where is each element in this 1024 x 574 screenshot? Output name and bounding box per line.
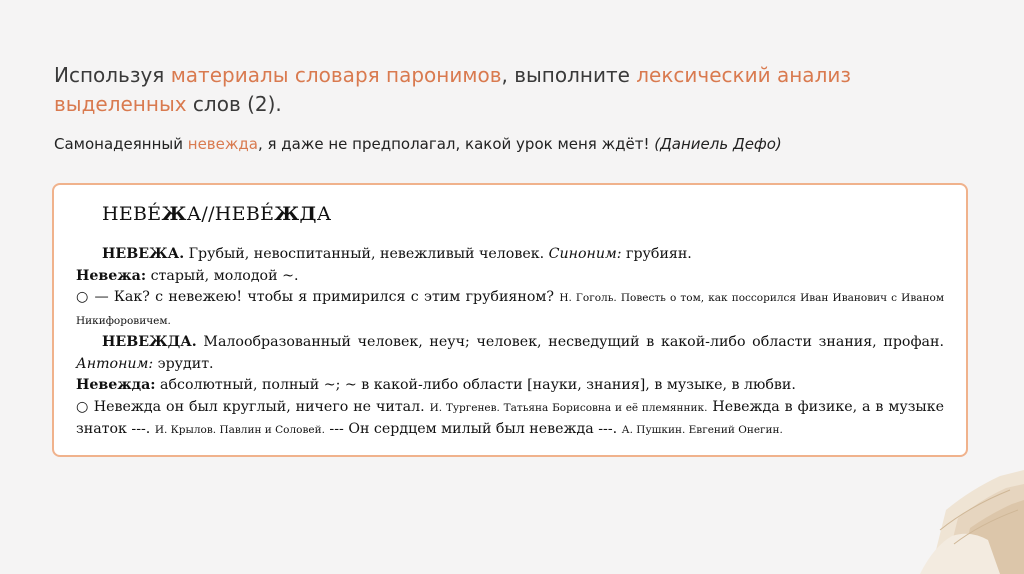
- entry-term: Невежда:: [76, 377, 156, 393]
- open-book-decoration: [900, 470, 1024, 574]
- task-text-3: слов (2).: [186, 92, 282, 116]
- entry-text: Грубый, невоспитанный, невежливый человек.: [184, 246, 549, 262]
- entry-quote: ○ Невежда он был круглый, ничего не читал.: [76, 398, 430, 415]
- entry-source: И. Тургенев. Татьяна Борисовна и её племянник.: [429, 401, 708, 414]
- task-text-2: , выполните: [501, 63, 637, 87]
- headword-bold-part: ЖД: [274, 203, 317, 225]
- entry-nevejda-definition: [76, 332, 944, 375]
- task-text-1: Используя: [54, 63, 171, 87]
- entry-term: НЕВЕЖА.: [102, 246, 185, 262]
- sentence-text-2: , я даже не предполагал, какой урок меня ждёт!: [257, 135, 655, 153]
- dictionary-headword: [102, 203, 331, 225]
- entry-term: НЕВЕЖДА.: [102, 334, 197, 350]
- entry-neveja-example: [76, 287, 944, 332]
- entry-quote: Невежда в физике, а в музыке знаток ‑‑‑.: [76, 398, 944, 437]
- dictionary-entry: [76, 244, 944, 442]
- entry-nevejda-collocations: [76, 375, 944, 397]
- entry-label: Синоним:: [548, 246, 622, 262]
- entry-source: А. Пушкин. Евгений Онегин.: [621, 424, 783, 436]
- entry-quote: ‑‑‑ Он сердцем милый был невежда ‑‑‑.: [324, 421, 622, 437]
- entry-nevejda-examples: [76, 397, 944, 442]
- task-instruction: [54, 61, 954, 119]
- entry-label: Антоним:: [76, 355, 154, 372]
- headword-part: А: [316, 203, 332, 225]
- entry-text: старый, молодой ~.: [146, 267, 299, 284]
- headword-part: А//НЕВÉ: [186, 203, 275, 225]
- entry-neveja-definition: [76, 244, 944, 266]
- entry-text: Малообразованный человек, неуч; человек, несведущий в какой-либо области знания, профан.: [196, 334, 944, 350]
- dictionary-card: [52, 183, 968, 457]
- entry-text: грубиян.: [621, 246, 692, 262]
- entry-text: эрудит.: [153, 355, 214, 372]
- example-sentence: [54, 133, 954, 155]
- entry-term: Невежа:: [76, 267, 147, 284]
- entry-neveja-collocations: [76, 266, 944, 288]
- sentence-text-1: Самонадеянный: [54, 135, 188, 153]
- entry-source: И. Крылов. Павлин и Соловей.: [154, 424, 325, 436]
- headword-part: НЕВÉ: [102, 203, 162, 225]
- entry-quote: ○ — Как? с невежею! чтобы я примирился с этим грубияном?: [76, 289, 560, 305]
- task-highlight-1: материалы словаря паронимов: [170, 63, 502, 87]
- entry-text: абсолютный, полный ~; ~ в какой-либо области [науки, знания], в музыке, в любви.: [155, 377, 796, 393]
- headword-bold-part: Ж: [161, 203, 187, 225]
- sentence-highlight-word: невежда: [187, 135, 258, 153]
- entry-source: Н. Гоголь. Повесть о том, как поссорился Иван Иванович с Иваном Никифоровичем.: [76, 292, 944, 327]
- sentence-author: (Даниель Дефо): [654, 135, 782, 153]
- task-highlight-2: лексический анализ выделенных: [54, 63, 851, 116]
